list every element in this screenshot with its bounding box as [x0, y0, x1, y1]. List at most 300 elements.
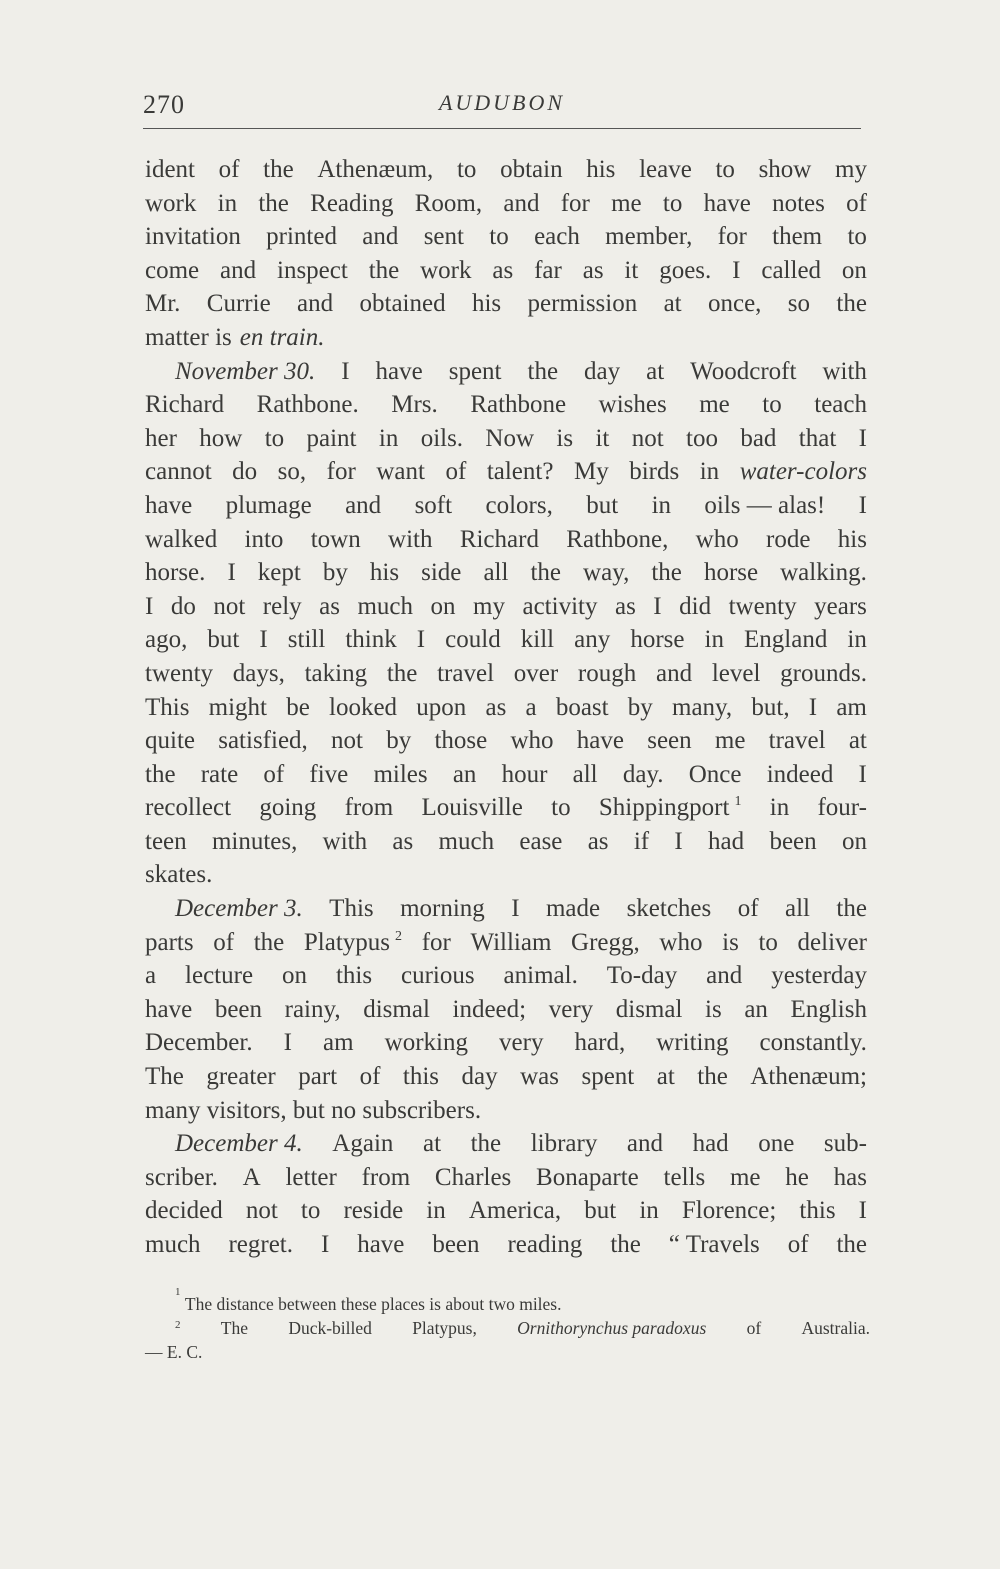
text-line [145, 388, 867, 422]
word: yesterday [771, 962, 867, 990]
word: and [220, 256, 257, 284]
word: to [758, 928, 778, 956]
word: William [470, 928, 552, 956]
word: walking. [780, 559, 867, 587]
word: been [769, 827, 817, 855]
footnote-marker: 1 [175, 1286, 181, 1298]
word: in [217, 189, 238, 217]
word: Woodcroft [690, 357, 797, 385]
word: taking [304, 659, 368, 687]
footnote-marker: 2 [175, 1319, 181, 1331]
word: obtained [359, 290, 446, 318]
word: hard, [574, 1029, 626, 1057]
word: I [283, 1029, 292, 1057]
word: Louisville [421, 794, 523, 822]
word: dismal [615, 995, 683, 1023]
word: in [639, 1197, 659, 1225]
word: but [584, 1197, 617, 1225]
word: reading [507, 1231, 583, 1258]
word: goes. [659, 256, 712, 284]
word: tells [663, 1163, 706, 1191]
word: spent [448, 357, 502, 385]
word: very [499, 1029, 544, 1057]
word: going [259, 794, 317, 822]
word: am [836, 693, 867, 721]
running-title: AUDUBON [438, 90, 566, 115]
word: Now [485, 424, 535, 452]
word: writing [656, 1029, 729, 1057]
signature: — E. C. [145, 1342, 203, 1362]
word: I [674, 827, 683, 855]
word: recollect [145, 794, 232, 822]
word: had [708, 827, 745, 855]
word: birds [629, 458, 680, 486]
word: on [430, 592, 456, 620]
word: I [341, 357, 350, 385]
word: I [858, 760, 867, 788]
word: has [833, 1163, 867, 1191]
page-number: 270 [143, 90, 185, 119]
word: regret. [228, 1231, 294, 1258]
word: by [386, 727, 412, 755]
word: his [586, 156, 616, 183]
word: in [699, 458, 720, 486]
word: his [369, 559, 400, 587]
word: rate [200, 760, 239, 788]
word: “ Travels [668, 1231, 760, 1258]
word: with [822, 357, 867, 385]
word: Australia. [801, 1318, 870, 1338]
word: did [679, 592, 712, 620]
word: to [762, 391, 782, 419]
word: teach [814, 391, 867, 419]
word: many, [672, 693, 733, 721]
word: have [145, 491, 193, 519]
text-line [145, 1060, 867, 1094]
word: kept [257, 559, 301, 587]
word: rode [766, 525, 811, 553]
word: with [388, 525, 433, 553]
word: might [208, 693, 267, 721]
word: way, [583, 559, 630, 587]
word: as [614, 592, 636, 620]
word: The [220, 1318, 249, 1338]
word: horse [703, 559, 759, 587]
word: me [699, 391, 730, 419]
word: Rathbone [470, 391, 567, 419]
word: activity [522, 592, 598, 620]
word: at [848, 727, 867, 755]
text-line [145, 220, 867, 254]
word: lecture [185, 962, 254, 990]
word: and [345, 491, 382, 519]
footnote-2 [145, 1316, 870, 1340]
word: horse [630, 626, 685, 654]
word: grounds. [780, 659, 867, 687]
word: animal. [503, 962, 578, 990]
word: bad [740, 424, 777, 452]
word: travel [437, 659, 495, 687]
word: I [145, 592, 154, 620]
text-line [145, 321, 867, 355]
text-line [145, 1194, 867, 1228]
word: the [836, 290, 867, 318]
word: horse. [145, 559, 206, 587]
word: twenty [728, 592, 797, 620]
word: much [357, 592, 414, 620]
word: in [426, 1197, 446, 1225]
word: them [772, 223, 823, 251]
word: as [492, 256, 514, 284]
word: all [483, 559, 509, 587]
word: wishes [598, 391, 667, 419]
word: still [287, 626, 326, 654]
word: a [525, 693, 537, 721]
word: at [656, 1063, 675, 1091]
word: Platypus, [412, 1318, 477, 1338]
word: walked [145, 525, 218, 553]
word: member, [605, 223, 693, 251]
footnote-signature [145, 1340, 870, 1364]
text-line [145, 254, 867, 288]
footnote-marker-wrap [175, 1316, 181, 1340]
word: show [758, 156, 812, 183]
text-line [145, 422, 867, 456]
word: I [511, 895, 520, 923]
word: ago, [145, 626, 188, 654]
word: with [322, 827, 368, 855]
word: who [695, 525, 739, 553]
word: not [245, 1197, 278, 1225]
word: A [242, 1163, 261, 1191]
word: an [452, 760, 477, 788]
word: Charles [434, 1163, 512, 1191]
word: reside [343, 1197, 404, 1225]
word: obtain [500, 156, 563, 183]
word: not [631, 424, 664, 452]
word: in [704, 626, 724, 654]
word: the [258, 189, 289, 217]
text-line [145, 993, 867, 1027]
word: invitation [145, 223, 241, 251]
word: from [344, 794, 394, 822]
word: my [473, 592, 505, 620]
word: the [145, 760, 176, 788]
word: it [595, 424, 610, 452]
word: his [837, 525, 867, 553]
word: been [214, 995, 263, 1023]
word: her [145, 424, 177, 452]
word: to [489, 223, 509, 251]
text-line [145, 590, 867, 624]
text-line [145, 858, 867, 892]
word: hour [501, 760, 548, 788]
word: this [335, 962, 373, 990]
word: five [309, 760, 349, 788]
word: England [744, 626, 828, 654]
word: he [785, 1163, 809, 1191]
word: come [145, 256, 200, 284]
entry-heading-line [145, 355, 867, 389]
word: me [729, 1163, 761, 1191]
word: in [651, 491, 672, 519]
word: of [746, 1318, 762, 1338]
word: and [362, 223, 399, 251]
word: letter [285, 1163, 337, 1191]
word: satisfied, [218, 727, 308, 755]
word: each [534, 223, 580, 251]
word: of [263, 760, 285, 788]
word: Mrs. [391, 391, 438, 419]
word: could [445, 626, 501, 654]
text-line [145, 1094, 867, 1128]
text-line [145, 523, 867, 557]
word: working [384, 1029, 468, 1057]
word: day [461, 1063, 498, 1091]
word: from [361, 1163, 411, 1191]
word: I [416, 626, 426, 654]
word: by [322, 559, 348, 587]
word: so, [277, 458, 307, 486]
word: library [530, 1130, 598, 1158]
footnote-ref[interactable]: 2 [395, 928, 403, 944]
word: the [697, 1063, 728, 1091]
word: inspect [277, 256, 348, 284]
word: made [545, 895, 601, 923]
word: to [264, 424, 285, 452]
entry-heading-line [145, 1127, 867, 1161]
text-line [145, 489, 867, 523]
word: have [375, 357, 423, 385]
word: To-day [606, 962, 678, 990]
word: day. [622, 760, 664, 788]
footnote-anchor [599, 791, 742, 825]
word: Currie [206, 290, 271, 318]
word: into [244, 525, 284, 553]
word-group: matter is [145, 323, 232, 351]
word: as [392, 827, 414, 855]
word: all [784, 895, 810, 923]
word: at [663, 290, 682, 318]
word: that [798, 424, 837, 452]
word: deliver [797, 928, 867, 956]
word: Again [332, 1130, 394, 1158]
word: decided [145, 1197, 223, 1225]
word: over [513, 659, 559, 687]
word: twenty [145, 659, 214, 687]
word: the [470, 1130, 502, 1158]
word: and [706, 962, 743, 990]
word: plumage [225, 491, 312, 519]
word: Room, [414, 189, 483, 217]
word: do [232, 458, 258, 486]
word: as [582, 256, 604, 284]
word: any [574, 626, 611, 654]
word: who [510, 727, 554, 755]
word: the [530, 559, 562, 587]
word: on [841, 256, 867, 284]
text-line [145, 959, 867, 993]
text-line [145, 758, 867, 792]
word: the [610, 1231, 641, 1258]
text-line [145, 556, 867, 590]
word: is [705, 995, 722, 1023]
word: do [170, 592, 196, 620]
word: have [576, 727, 624, 755]
word: days, [232, 659, 285, 687]
word: The [145, 1063, 184, 1091]
word: was [520, 1063, 559, 1091]
word: to [456, 156, 477, 183]
word: work [145, 189, 197, 217]
word: curious [401, 962, 475, 990]
footnote-ref[interactable]: 1 [734, 794, 742, 810]
word: I [858, 1197, 867, 1225]
word: but [586, 491, 619, 519]
word: have [357, 1231, 405, 1258]
word: at [422, 1130, 442, 1158]
word: is [722, 928, 739, 956]
word: much [438, 827, 495, 855]
word: and [297, 290, 334, 318]
text-line [145, 287, 867, 321]
word: Athenæum, [317, 156, 434, 183]
word: English [790, 995, 867, 1023]
word: and [626, 1130, 663, 1158]
word: kill [520, 626, 555, 654]
word: me [714, 727, 746, 755]
word: called [761, 256, 822, 284]
word: of [359, 1063, 381, 1091]
word: as [485, 693, 507, 721]
word: who [659, 928, 703, 956]
word: paint [306, 424, 357, 452]
word: Athenæum; [750, 1063, 867, 1091]
word: as [319, 592, 340, 620]
word: quite [145, 727, 195, 755]
word: is [556, 424, 574, 452]
word: minutes, [211, 827, 298, 855]
word: I [808, 693, 818, 721]
word: I [259, 626, 268, 654]
text-line [145, 791, 867, 825]
word: permission [527, 290, 638, 318]
word: notes [772, 189, 825, 217]
text-line [145, 926, 867, 960]
word: skates. [145, 861, 213, 889]
word: I [227, 559, 236, 587]
word: town [310, 525, 361, 553]
word: side [421, 559, 462, 587]
text-line [145, 691, 867, 725]
word: have [703, 189, 751, 217]
word: on [282, 962, 307, 990]
word: oils — alas! [704, 491, 826, 519]
word: looked [329, 693, 398, 721]
italic-phrase: water-colors [739, 458, 867, 486]
word: to [551, 794, 571, 822]
word: the [651, 559, 682, 587]
scientific-name: Ornithorynchus paradoxus [517, 1318, 707, 1338]
word: America, [468, 1197, 562, 1225]
word: talent? [486, 458, 554, 486]
word: the [836, 1231, 867, 1258]
footnote-text: The distance between these places is about two miles. [184, 1294, 562, 1314]
text-line [145, 657, 867, 691]
text-line [145, 623, 867, 657]
word: for [560, 189, 590, 217]
word: colors, [485, 491, 553, 519]
word: once, [707, 290, 762, 318]
word: by [627, 693, 653, 721]
word: This [145, 693, 190, 721]
word: at [646, 357, 665, 385]
word: not [213, 592, 246, 620]
word: day [584, 357, 621, 385]
word: greater [206, 1063, 276, 1091]
word: I [653, 592, 662, 620]
word: of [218, 156, 240, 183]
word: Duck-billed [288, 1318, 372, 1338]
word: of [213, 928, 235, 956]
word: think [345, 626, 397, 654]
word: part [298, 1063, 338, 1091]
word: I [320, 1231, 330, 1258]
word: sub- [823, 1130, 867, 1158]
text-line [145, 1228, 867, 1262]
word: want [376, 458, 425, 486]
word: travel [768, 727, 826, 755]
word: the [527, 357, 559, 385]
word: me [611, 189, 642, 217]
body-text [145, 153, 867, 1262]
word: far [534, 256, 562, 284]
word: the [836, 895, 867, 923]
word: Rathbone. [256, 391, 359, 419]
word: for [717, 223, 747, 251]
word-group: many visitors, but no subscribers. [145, 1096, 482, 1124]
word: for [421, 928, 451, 956]
word: been [432, 1231, 480, 1258]
word: spent [581, 1063, 635, 1091]
word: printed [266, 223, 337, 251]
word: and [503, 189, 540, 217]
word: Richard [145, 391, 225, 419]
anchored-word: Shippingport [598, 794, 730, 822]
word: this [402, 1063, 440, 1091]
word: December. [145, 1029, 253, 1057]
word: Florence; [681, 1197, 777, 1225]
word: in [847, 626, 867, 654]
word: Gregg, [571, 928, 640, 956]
footnote-1 [145, 1286, 870, 1316]
word: I [732, 256, 741, 284]
footnote-anchor [304, 926, 402, 960]
word: indeed; [452, 995, 527, 1023]
text-line [145, 187, 867, 221]
text-line [145, 825, 867, 859]
word: Richard [459, 525, 539, 553]
word: Rathbone, [566, 525, 669, 553]
word: seen [647, 727, 692, 755]
word: in [378, 424, 399, 452]
word: parts [145, 928, 194, 956]
word: leave [639, 156, 692, 183]
word: teen [145, 827, 187, 855]
footnotes [145, 1286, 870, 1364]
entry-date: November 30. [175, 357, 316, 385]
word: how [199, 424, 243, 452]
